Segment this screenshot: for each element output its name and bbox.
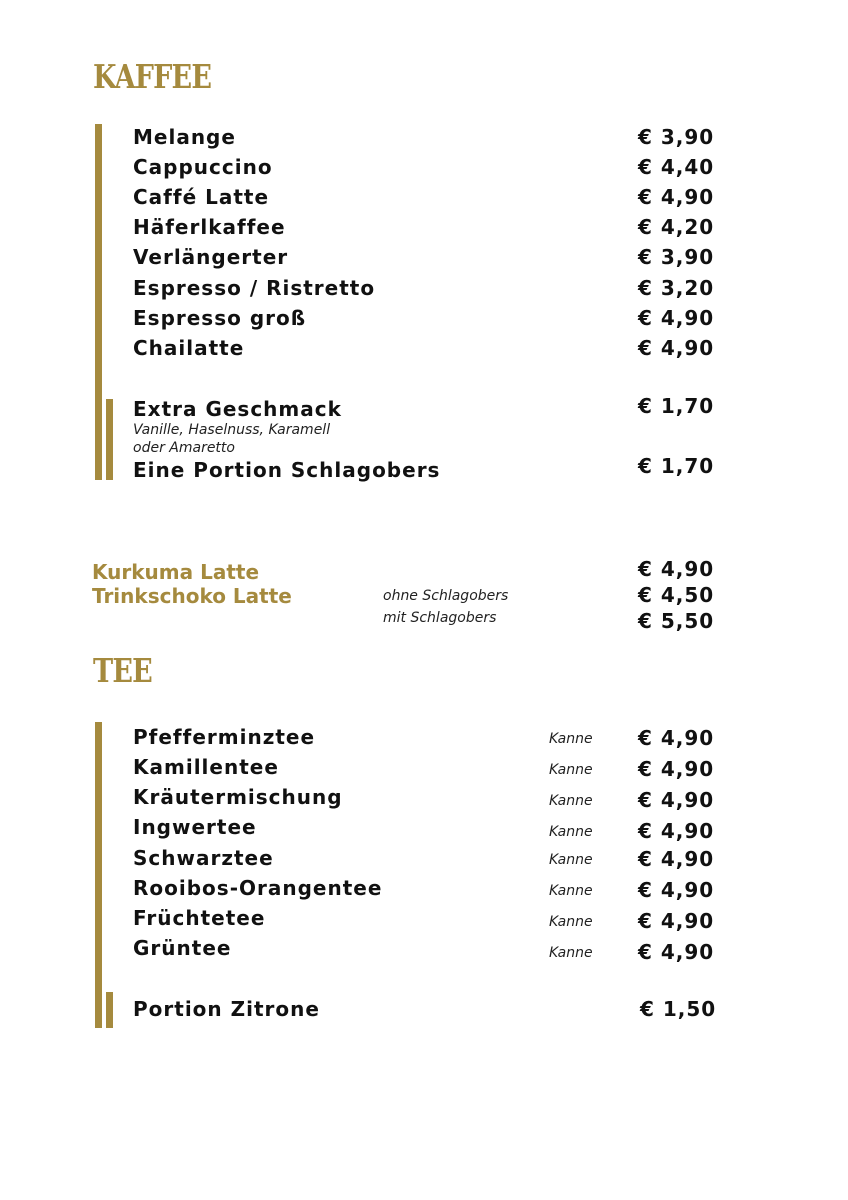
menu-item-unit: Kanne [549, 945, 593, 961]
menu-item-unit: Kanne [549, 731, 593, 747]
special-option-label: mit Schlagobers [383, 610, 497, 626]
menu-item-name: Espresso groß [133, 306, 307, 330]
menu-item-price: € 4,90 [638, 819, 715, 843]
menu-item-price: € 4,90 [638, 909, 715, 933]
menu-item-unit: Kanne [549, 824, 593, 840]
menu-item-name: Cappuccino [133, 155, 273, 179]
section-bar-tee [95, 722, 102, 1028]
menu-item-price: € 4,90 [638, 757, 715, 781]
extra-item-price: € 1,70 [638, 454, 715, 478]
menu-item-name: Caffé Latte [133, 185, 270, 209]
menu-item-unit: Kanne [549, 762, 593, 778]
menu-item-unit: Kanne [549, 852, 593, 868]
menu-item-unit: Kanne [549, 883, 593, 899]
section-heading-kaffee: KAFFEE [93, 57, 212, 96]
extra-item-note: Vanille, Haselnuss, Karamell [133, 422, 331, 438]
menu-item-name: Kamillentee [133, 755, 279, 779]
menu-item-price: € 4,90 [638, 878, 715, 902]
menu-item-name: Häferlkaffee [133, 215, 286, 239]
special-item-name: Kurkuma Latte [92, 560, 260, 584]
extra-item-price: € 1,70 [638, 394, 715, 418]
menu-item-price: € 4,40 [638, 155, 715, 179]
menu-item-name: Schwarztee [133, 846, 274, 870]
menu-item-name: Pfefferminztee [133, 725, 316, 749]
menu-item-price: € 4,90 [638, 306, 715, 330]
section-bar-kaffee [95, 124, 102, 480]
menu-item-price: € 4,90 [638, 185, 715, 209]
section-bar-tee-extra [106, 992, 113, 1028]
menu-item-name: Melange [133, 125, 236, 149]
menu-item-price: € 4,90 [638, 726, 715, 750]
special-option-label: ohne Schlagobers [383, 588, 509, 604]
extra-item-note: oder Amaretto [133, 440, 235, 456]
menu-item-price: € 3,90 [638, 125, 715, 149]
menu-item-name: Ingwertee [133, 815, 257, 839]
special-item-price: € 4,90 [638, 557, 715, 581]
section-heading-tee: TEE [93, 651, 152, 690]
special-option-price: € 4,50 [638, 583, 715, 607]
extra-item-name: Extra Geschmack [133, 397, 342, 421]
menu-item-name: Kräutermischung [133, 785, 343, 809]
menu-item-price: € 4,90 [638, 847, 715, 871]
menu-item-name: Früchtetee [133, 906, 266, 930]
menu-item-price: € 4,90 [638, 336, 715, 360]
menu-item-name: Grüntee [133, 936, 232, 960]
menu-item-name: Chailatte [133, 336, 245, 360]
menu-item-unit: Kanne [549, 914, 593, 930]
menu-item-price: € 3,90 [638, 245, 715, 269]
extra-item-price: € 1,50 [640, 997, 717, 1021]
menu-item-name: Verlängerter [133, 245, 289, 269]
menu-item-price: € 3,20 [638, 276, 715, 300]
menu-item-price: € 4,90 [638, 788, 715, 812]
extra-item-name: Portion Zitrone [133, 997, 320, 1021]
special-option-price: € 5,50 [638, 609, 715, 633]
menu-item-name: Rooibos-Orangentee [133, 876, 383, 900]
section-bar-extras [106, 399, 113, 480]
menu-item-price: € 4,20 [638, 215, 715, 239]
menu-item-name: Espresso / Ristretto [133, 276, 376, 300]
special-item-name: Trinkschoko Latte [92, 584, 292, 608]
extra-item-name: Eine Portion Schlagobers [133, 458, 441, 482]
menu-item-price: € 4,90 [638, 940, 715, 964]
menu-item-unit: Kanne [549, 793, 593, 809]
